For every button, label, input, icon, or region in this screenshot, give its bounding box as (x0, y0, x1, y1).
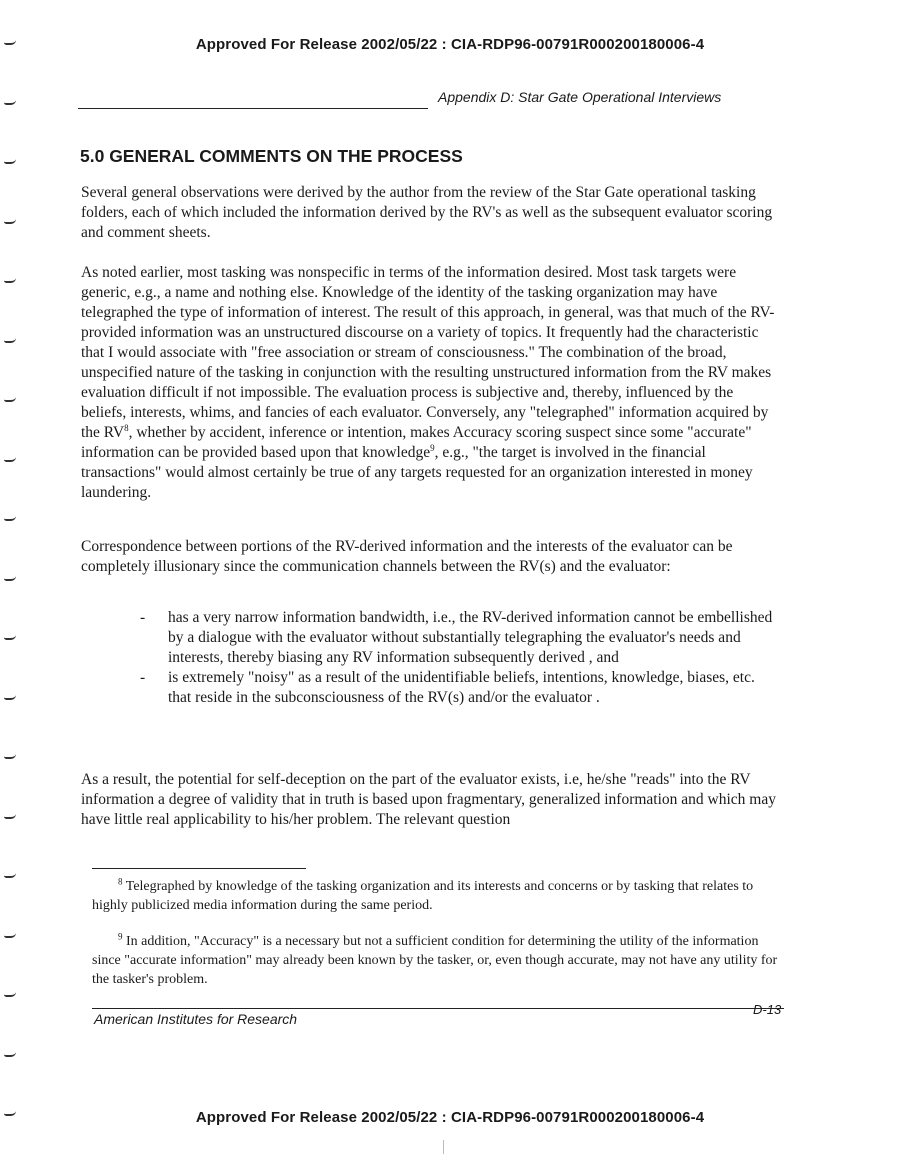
margin-mark (4, 159, 16, 164)
bullet-item (140, 608, 780, 668)
margin-mark (4, 635, 16, 640)
footnote-text: In addition, "Accuracy" is a necessary but not a sufficient condition for determining the utility of the information since "accurate information" may already been known by the tasker, or, even though accurate, may not have any utility for the tasker's problem. (92, 934, 778, 987)
paragraph-tasking-part-a: As noted earlier, most tasking was nonspecific in terms of the information desired. Most task targets were generic, e.g., a name and nothing else. Knowledge of the identity of the tasking organization may have telegraphed the type of information of interest. The result of this approach, in general, was that much of the RV-provided information was an unstructured discourse on a variety of topics. It frequently had the characteristic that I would associate with "free association or stream of consciousness." The combination of the broad, unspecified nature of the tasking in conjunction with the resulting unstructured information from the RV makes evaluation difficult if not impossible. The evaluation process is subjective and, thereby, influenced by the beliefs, interests, whims, and fancies of each evaluator. Conversely, any "telegraphed" information acquired by the RV (81, 264, 775, 441)
footer-organization: American Institutes for Research (94, 1011, 298, 1027)
section-heading: 5.0 GENERAL COMMENTS ON THE PROCESS (80, 146, 463, 166)
footnote-rule (92, 868, 306, 869)
appendix-title: Appendix D: Star Gate Operational Interviews (438, 89, 722, 105)
paragraph-self-deception: As a result, the potential for self-deception on the part of the evaluator exists, i.e, he/she "reads" into the RV information a degree of validity that in truth is based upon fragmentary, generalized information and which may have little real applicability to his/her problem. The relevant question (81, 771, 776, 828)
bullet-list (140, 608, 780, 708)
margin-mark (4, 338, 16, 343)
release-banner-top: Approved For Release 2002/05/22 : CIA-RDP96-00791R000200180006-4 (195, 36, 705, 53)
bullet-item (140, 668, 780, 708)
bullet-dash: - (140, 609, 146, 626)
footnote-ref-8[interactable]: 8 (124, 422, 129, 433)
paragraph-tasking (81, 263, 781, 503)
header-rule (78, 108, 428, 109)
bullet-text: is extremely "noisy" as a result of the unidentifiable beliefs, intentions, knowledge, biases, etc. that reside in the subconsciousness of the RV(s) and/or the evaluator . (168, 669, 755, 706)
margin-mark (4, 516, 16, 521)
footnote-9 (92, 932, 784, 989)
paragraph-tasking-part-b: , whether by accident, inference or intention, makes Accuracy scoring suspect since some "accurate" information can be provided based upon that knowledge (81, 424, 752, 461)
margin-mark (4, 873, 16, 878)
margin-mark (4, 278, 16, 283)
margin-mark (4, 397, 16, 402)
paragraph-correspondence: Correspondence between portions of the RV-derived information and the interests of the evaluator can be completely illusionary since the communication channels between the RV(s) and the evaluator: (81, 538, 733, 575)
margin-mark (4, 992, 16, 997)
margin-mark (4, 754, 16, 759)
bullet-dash: - (140, 669, 146, 686)
margin-mark (4, 100, 16, 105)
footnote-8 (92, 877, 784, 915)
bullet-text: has a very narrow information bandwidth, i.e., the RV-derived information cannot be embellished by a dialogue with the evaluator without substantially telegraphing the evaluator's needs and interests, thereby biasing any RV information subsequently derived , and (168, 609, 773, 666)
margin-mark (4, 695, 16, 700)
scan-mark (443, 1140, 444, 1154)
footer-rule (92, 1008, 784, 1009)
page-number: D-13 (753, 1002, 782, 1017)
margin-mark (4, 814, 16, 819)
footnote-number: 8 (118, 876, 123, 887)
paragraph-tasking-part-c: , e.g., "the target is involved in the financial transactions" would almost certainly be true of any targets requested for an organization interested in money laundering. (81, 444, 753, 501)
footnote-number: 9 (118, 931, 123, 942)
margin-mark (4, 219, 16, 224)
footnote-text: Telegraphed by knowledge of the tasking organization and its interests and concerns or by tasking that relates to highly publicized media information during the same period. (92, 879, 754, 913)
margin-mark (4, 576, 16, 581)
margin-mark (4, 457, 16, 462)
footnote-ref-9[interactable]: 9 (430, 442, 435, 453)
margin-mark (4, 933, 16, 938)
release-banner-bottom: Approved For Release 2002/05/22 : CIA-RDP96-00791R000200180006-4 (195, 1109, 705, 1126)
paragraph-observations: Several general observations were derived by the author from the review of the Star Gate operational tasking folders, each of which included the information derived by the RV's as well as the subsequent evaluator scoring and comment sheets. (81, 184, 773, 241)
margin-mark (4, 1052, 16, 1057)
